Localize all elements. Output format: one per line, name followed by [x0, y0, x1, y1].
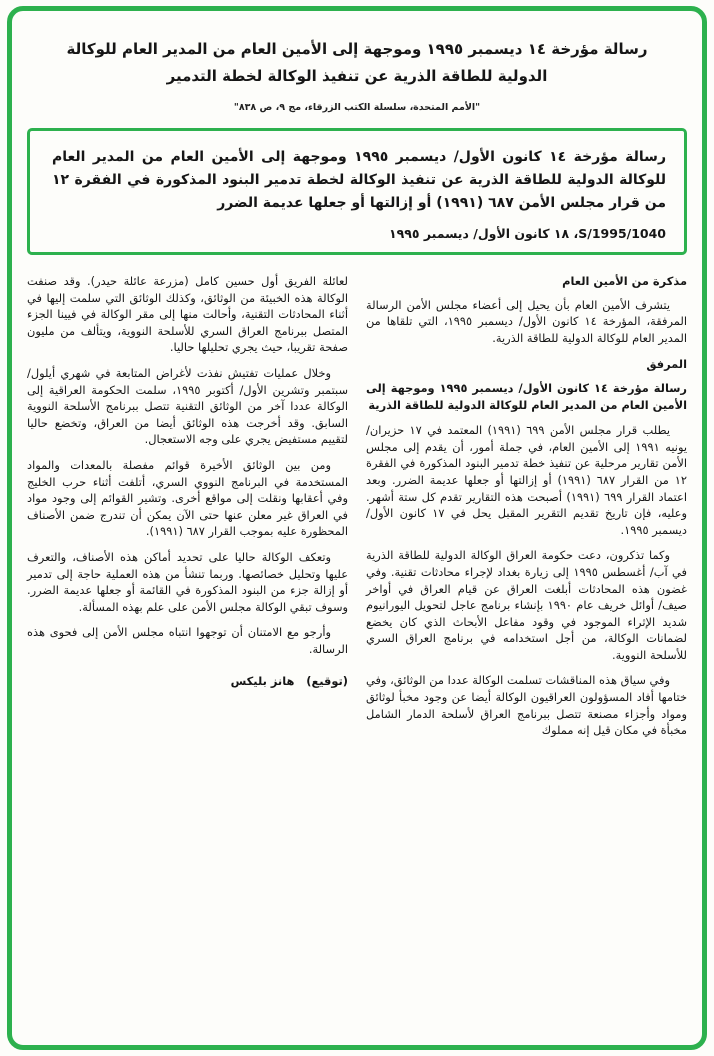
- blue-book-citation: "الأمم المتحدة، سلسلة الكتب الزرقاء، مج ٩، ص ٨٣٨": [233, 102, 481, 113]
- document-title-line2: الدولية للطاقة الذرية عن تنفيذ الوكالة لخطة التدمير: [166, 67, 548, 85]
- summary-box-title: رسالة مؤرخة ١٤ كانون الأول/ ديسمبر ١٩٩٥ وموجهة إلى الأمين العام من المدير العام للوكالة الدولية للطاقة الذرية عن تنفيذ الوكالة لخطة تدمير البنود المذكورة في الفقرة ١٢ من قرار مجلس الأمن ٦٨٧ (١٩٩١) أو إزالتها أو جعلها عديمة الضرر: [52, 149, 666, 211]
- annex-heading: المرفق: [646, 357, 687, 372]
- annex-subheading: رسالة مؤرخة ١٤ كانون الأول/ ديسمبر ١٩٩٥ وموجهة إلى الأمين العام من المدير العام للوكالة الدولية للطاقة الذرية: [366, 380, 687, 412]
- body-paragraph-3: وفي سياق هذه المناقشات تسلمت الوكالة عددا من الوثائق، وفي ختامها أفاد المسؤولون العراقيون الوكالة أيضا عن وجود مخبأ لوثائق ومواد وأجزاء مصنعة تتصل ببرنامج العراق لأسلحة الدمار الشامل مخبأة في مكان قيل إنه مملوك: [366, 673, 687, 738]
- document-title-line1: رسالة مؤرخة ١٤ ديسمبر ١٩٩٥ وموجهة إلى الأمين العام من المدير العام للوكالة: [66, 40, 648, 58]
- document-date: ، ١٨ كانون الأول/ ديسمبر ١٩٩٥: [388, 226, 579, 241]
- memo-heading: مذكرة من الأمين العام: [562, 274, 687, 288]
- summary-box: [27, 128, 687, 255]
- column-left: [27, 273, 348, 748]
- two-column-text: [27, 273, 687, 748]
- body-paragraph-1: يطلب قرار مجلس الأمن ٦٩٩ (١٩٩١) المعتمد في ١٧ حزيران/ يونيه ١٩٩١ إلى الأمين العام، في جملة أمور، أن يقدم إلى مجلس الأمن تقارير مرحلية عن تنفيذ خطة تدمير البنود المذكورة في الفقرة ١٢ من القرار ٦٨٧ (١٩٩١) أو إزالتها أو جعلها عديمة الضرر. وبعد اعتماد القرار ٦٩٩ (١٩٩١) أصبحت هذه التقارير تقدم كل ستة أشهر. وعليه، فإن تاريخ تقديم التقرير المقبل يحل في ١٧ كانون الأول/ ديسمبر ١٩٩٥.: [366, 423, 688, 537]
- signature-line: (توقيع) هانز بليكس: [230, 674, 348, 689]
- document-title: [27, 36, 687, 90]
- document-content: [27, 36, 687, 748]
- document-reference: [52, 226, 666, 241]
- column-right: [366, 273, 687, 748]
- body-paragraph-7: وتعكف الوكالة حاليا على تحديد أماكن هذه الأصناف، والتعرف عليها وتحليل خصائصها. وربما تنشأ من هذه العملية حاجة إلى تدمير أو إزالة جزء من البنود المذكورة في القائمة أو جعلها عديمة الضرر. وسوف تبقي الوكالة مجلس الأمن على علم بهذه المسألة.: [27, 549, 348, 614]
- body-paragraph-6: ومن بين الوثائق الأخيرة قوائم مفصلة بالمعدات والمواد المستخدمة في البرنامج النووي السري، أتلفت أثناء حرب الخليج وفي أعقابها ونقلت إلى مواقع أخرى. وتشير القوائم إلى وجود مواد في العراق غير معلن عنها حتى الآن يمكن أن تندرج ضمن الأصناف المحظورة عليه بموجب القرار ٦٨٧ (١٩٩١).: [27, 457, 348, 539]
- memo-paragraph: يتشرف الأمين العام بأن يحيل إلى أعضاء مجلس الأمن الرسالة المرفقة، المؤرخة ١٤ كانون الأول/ ديسمبر ١٩٩٥، التي تلقاها من المدير العام للوكالة الدولية للطاقة الذرية.: [366, 297, 687, 345]
- body-paragraph-2: وكما تذكرون، دعت حكومة العراق الوكالة الدولية للطاقة الذرية في آب/ أغسطس ١٩٩٥ إلى زيارة بغداد لإجراء محادثات تقنية. وفي غضون هذه المحادثات أبلغت العراق عن قيام العراق في أواخر صيف/ أوائل خريف عام ١٩٩٠ بإنشاء برنامج عاجل لتحويل اليورانيوم شديد الإثراء الموجود في وقود مفاعل الأبحاث الذي كان يخضع لضمانات الوكالة، من أجل استخدامه في برنامج العراق السري للأسلحة النووية.: [366, 548, 687, 662]
- body-paragraph-4: لعائلة الفريق أول حسين كامل (مزرعة عائلة حيدر). وقد صنفت الوكالة هذه الخبيئة من الوثائق، وكذلك الوثائق التي سلمت إليها في أثناء المحادثات التقنية، وأحالت منها إلى مقر الوكالة في فيينا الجزء المتصل ببرنامج العراق السري للأسلحة النووية، ويتألف من مليون صفحة تقريبا، حيث يجري تحليلها حاليا.: [27, 274, 348, 355]
- body-paragraph-5: وخلال عمليات تفتيش نفذت لأغراض المتابعة في شهري أيلول/ سبتمبر وتشرين الأول/ أكتوبر ١٩٩٥، سلمت الحكومة العراقية إلى الوكالة عددا آخر من الوثائق التقنية تتصل ببرنامج الأسلحة النووية السابق. وقد أخرجت هذه الوثائق أيضا من العراق، وتخضع حاليا لتقييم مستفيض يجري على وجه الاستعجال.: [27, 365, 348, 447]
- document-symbol: S/1995/1040: [578, 226, 666, 241]
- closing-paragraph: وأرجو مع الامتنان أن توجهوا انتباه مجلس الأمن إلى فحوى هذه الرسالة.: [27, 625, 348, 656]
